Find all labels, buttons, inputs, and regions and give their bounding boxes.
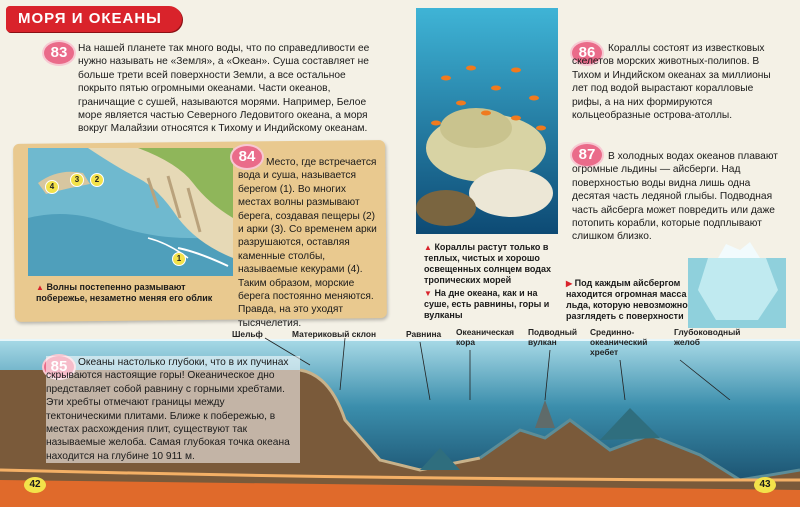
label-trench: Глубоководный желоб [674, 327, 741, 347]
triangle-icon: ▲ [36, 283, 44, 292]
triangle-right-icon: ▶ [566, 279, 573, 288]
section-85-text: Океаны настолько глубоки, что в их пучинах скрываются настоящие горы! Океаническое дно представляет собой равнину с горными хребтами. Эти хребты отмечают границы между тектоническими плитами. Ближе к побережью, в местах расхождения плит, существуют так называемые желоба. Самая глубокая точка океана находится на глубине 10 911 м. [46, 356, 300, 463]
coast-marker-4: 4 [45, 180, 59, 194]
section-83-text: На нашей планете так много воды, что по справедливости ее нужно называть не «Земля», а «Океан». Суша составляет не больше трети всей поверхности Земли, а все остальное покрыто пятью огромными океанами. Части океанов, граничащие с сушей, называются морями. Например, Белое море является частью Северного Ледовитого океана, а моря вокруг Малайзии относятся к Тихому и Индийскому океанам. [78, 43, 370, 135]
section-number-87: 87 [572, 144, 602, 166]
label-oceanic-crust: Океаническая кора [456, 327, 515, 347]
section-number-83: 83 [44, 42, 74, 64]
coast-marker-3: 3 [70, 173, 84, 187]
section-84-text: Место, где встречается вода и суша, называется берегом (1). Во многих местах волны размывают берега, создавая пещеры (2) и арки (3). Со временем арки разрушаются, оставляя каменные столбы, называемые кекурами (4). Таким образом, морские берега постоянно меняются. Правда, на это уходят тысячелетия. [238, 157, 377, 329]
caption-ocean-floor: ▼ На дне океана, как и на суше, есть равнины, горы и вулканы [424, 288, 550, 320]
label-ridge: Срединно-океанический хребет [590, 327, 648, 357]
caption-corals: ▲ Кораллы растут только в теплых, чистых и хорошо освещенных солнцем водах тропических морей [424, 242, 551, 285]
coral-photo [416, 8, 558, 234]
page-number-right: 43 [754, 477, 776, 493]
section-number-86: 86 [572, 42, 602, 64]
section-86-text: Кораллы состоят из известковых скелетов морских животных-полипов. В Тихом и Индийском океанах за миллионы лет под водой вырастают коралловые рифы, а на них формируются кольцеобразные острова-атоллы. [572, 43, 771, 122]
section-number-84: 84 [232, 146, 262, 168]
coast-marker-1: 1 [172, 252, 186, 266]
coast-illustration [28, 148, 233, 276]
page-number-left: 42 [24, 477, 46, 493]
label-volcano: Подводный вулкан [528, 327, 578, 347]
section-87-text: В холодных водах океанов плавают огромные льдины — айсберги. Над поверхностью воды видна лишь одна десятая часть ледяной глыбы. Подводная часть айсберга может повредить или даже потопить корабли, которые подплывают слишком близко. [572, 151, 778, 243]
caption-waves: ▲ Волны постепенно размывают побережье, незаметно меняя его облик [36, 282, 213, 303]
label-plain: Равнина [406, 329, 442, 339]
triangle-icon: ▲ [424, 243, 432, 252]
caption-iceberg: ▶ Под каждым айсбергом находится огромная масса льда, которую невозможно разглядеть с поверхности [566, 278, 688, 321]
page-title: МОРЯ И ОКЕАНЫ [6, 6, 182, 32]
coast-marker-2: 2 [90, 173, 104, 187]
triangle-down-icon: ▼ [424, 289, 432, 298]
label-shelf: Шельф [232, 329, 263, 339]
label-slope: Материковый склон [292, 329, 377, 339]
iceberg-illustration [688, 240, 786, 328]
